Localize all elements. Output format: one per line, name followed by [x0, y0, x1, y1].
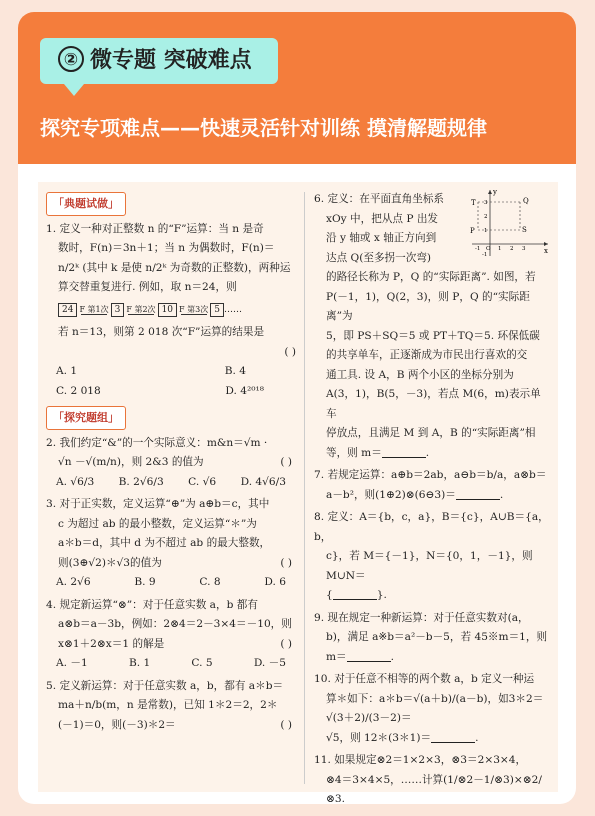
option-b[interactable]: B. 2√6/3 — [118, 475, 164, 488]
q10-line: 10. 对于任意不相等的两个数 a，b 定义一种运 — [314, 673, 535, 685]
graph-label-y: y — [493, 188, 497, 196]
question-3 — [46, 495, 296, 593]
option-d[interactable]: D. 4√6/3 — [240, 475, 286, 488]
answer-paren: ( ) — [280, 556, 292, 569]
question-2 — [46, 434, 296, 493]
q6-line: 6. 定义：在平面直角坐标系 — [314, 193, 445, 205]
q4-line: 4. 规定新运算“⊗”：对于任意实数 a，b 都有 — [46, 598, 258, 611]
q1-line: 若 n＝13，则第 2 018 次“F”运算的结果是 — [58, 326, 265, 338]
q7-line: 7. 若规定运算：a⊕b＝2ab，a⊖b＝b/a，a⊗b＝ — [314, 469, 547, 481]
answer-blank[interactable] — [382, 445, 426, 458]
q2-line: 2. 我们约定“&”的一个实际意义：m&n＝√m · — [46, 436, 268, 449]
graph-tick-x: 1 — [498, 246, 502, 252]
option-a[interactable]: A. 2√6 — [56, 576, 91, 588]
q10-line: √5，则 12＊(3＊1)＝ . — [326, 731, 479, 744]
q11-line: 11. 如果规定⊗2＝1×2×3，⊗3＝2×3×4， — [314, 754, 527, 766]
page-card — [18, 12, 576, 804]
q1-options — [46, 362, 296, 382]
graph-tick-x: 2 — [510, 246, 514, 252]
graph-label-p: P — [470, 227, 475, 235]
option-a[interactable]: A. 1 — [56, 365, 78, 377]
q1-line: 1. 定义一种对正整数 n 的“F”运算：当 n 是奇 — [46, 222, 264, 235]
q2-options — [46, 473, 296, 493]
question-9 — [314, 609, 550, 668]
option-d[interactable]: D. －5 — [253, 657, 286, 669]
graph-tick-x: 3 — [522, 246, 526, 252]
answer-blank[interactable] — [431, 730, 475, 743]
q9-line: m＝ . — [326, 650, 395, 663]
q4-line: x⊗1＋2⊗x＝1 的解是 ( ) — [46, 635, 296, 655]
graph-label-t: T — [471, 199, 476, 207]
q1-options — [46, 382, 296, 402]
option-a[interactable]: A. √6/3 — [56, 475, 95, 488]
option-b[interactable]: B. 1 — [128, 657, 151, 669]
q3-line: a＊b＝d，其中 d 为不超过 ab 的最大整数， — [58, 537, 271, 549]
q7-line: a－b²，则(1⊕2)⊗(6⊖3)＝ . — [326, 488, 504, 501]
badge-pointer — [64, 84, 84, 96]
q1-line: n/2ᵏ (其中 k 是使 n/2ᵏ 为奇数的正整数)，两种运 — [58, 261, 291, 274]
question-11 — [314, 751, 550, 804]
q6-line: P(－1，1)，Q(2，3)，则 P，Q 的“实际距离”为 — [326, 290, 530, 322]
option-d[interactable]: D. 4²⁰¹⁸ — [225, 384, 264, 397]
option-b[interactable]: B. 9 — [134, 576, 156, 588]
q8-line: { }. — [326, 589, 387, 601]
q3-line: 3. 对于正实数，定义运算“⊕”为 a⊕b＝c，其中 — [46, 498, 270, 510]
coordinate-graph — [468, 188, 550, 258]
flow-box: 5 — [210, 303, 224, 317]
q6-line: 的共享单车，正逐渐成为市民出行喜欢的交 — [326, 349, 528, 361]
answer-paren: ( ) — [284, 345, 296, 358]
graph-tick-y: -1 — [482, 252, 488, 258]
graph-tick-y: 2 — [484, 214, 488, 220]
q2-line: √n －√(m/n)，则 2&3 的值为 ( ) — [46, 453, 296, 473]
answer-blank[interactable] — [456, 487, 500, 500]
q3-line: 则(3⊕√2)＊√3的值为 ( ) — [46, 554, 296, 574]
q6-line: 通工具. 设 A，B 两个小区的坐标分别为 — [326, 368, 514, 381]
answer-paren: ( ) — [280, 718, 292, 731]
answer-blank[interactable] — [347, 649, 391, 662]
q8-line: 8. 定义：A＝{b，c，a}，B＝{c}，A∪B＝{a，b， — [314, 511, 549, 543]
question-8 — [314, 508, 550, 606]
q6-line: 5，即 PS＋SQ＝5 或 PT＋TQ＝5. 环保低碳 — [326, 329, 540, 342]
flow-box: 24 — [58, 303, 77, 317]
badge-title: 微专题 突破难点 — [90, 48, 252, 73]
graph-tick-y: 3 — [484, 200, 488, 206]
q4-line: a⊗b＝a－3b，例如：2⊗4＝2－3×4＝－10，则 — [58, 618, 292, 630]
flow-box: 10 — [158, 303, 177, 317]
flow-arrow: F 第1次 — [79, 305, 109, 315]
q5-line: ma＋n/b(m，n 是常数)，已知 1＊2＝2，2＊ — [58, 699, 278, 711]
question-1 — [46, 220, 296, 402]
option-c[interactable]: C. √6 — [188, 475, 217, 488]
q3-line: c 为超过 ab 的最小整数，定义运算“＊”为 — [58, 517, 257, 530]
option-c[interactable]: C. 5 — [191, 657, 213, 669]
q5-line: (－1)＝0，则(－3)＊2＝ ( ) — [46, 716, 296, 736]
flow-arrow: F 第3次 — [179, 305, 209, 315]
flow-arrow: F 第2次 — [126, 305, 156, 315]
q1-line: 数时，F(n)＝3n＋1；当 n 为偶数时，F(n)＝ — [58, 242, 275, 254]
q5-line: 5. 定义新运算：对于任意实数 a，b，都有 a＊b＝ — [46, 679, 284, 692]
q6-line: A(3，1)，B(5，－3)，若点 M(6，m)表示单车 — [326, 388, 541, 420]
question-5 — [46, 677, 296, 736]
q1-line: 算交替重复进行. 例如，取 n＝24，则 — [58, 281, 237, 293]
column-divider — [304, 192, 305, 784]
option-c[interactable]: C. 8 — [199, 576, 221, 588]
question-7 — [314, 466, 550, 505]
q6-line: 的路径长称为 P，Q 的“实际距离”. 如图，若 — [326, 271, 536, 283]
q6-line: xOy 中，把从点 P 出发 — [326, 212, 439, 225]
option-d[interactable]: D. 6 — [264, 576, 286, 588]
left-column — [46, 190, 296, 738]
badge-number: ② — [58, 46, 84, 72]
graph-tick-x: -1 — [475, 246, 481, 252]
option-b[interactable]: B. 4 — [224, 365, 246, 377]
section-tag-typical: 「典题试做」 — [46, 192, 126, 216]
flow-ellipsis: …… — [223, 304, 242, 315]
option-c[interactable]: C. 2 018 — [56, 384, 101, 397]
q11-line: ⊗4＝3×4×5，……计算(1/⊗2－1/⊗3)×⊗2/⊗3. — [326, 773, 542, 804]
question-4 — [46, 596, 296, 674]
answer-paren: ( ) — [280, 456, 292, 468]
q3-options — [46, 573, 296, 593]
graph-label-x: x — [544, 247, 548, 255]
q10-line: 算＊如下：a＊b＝√(a＋b)/(a－b)，如3＊2＝√(3＋2)/(3－2)＝ — [326, 692, 544, 724]
q4-options — [46, 654, 296, 674]
answer-blank[interactable] — [333, 587, 377, 600]
section-tag-explore: 「探究题组」 — [46, 406, 126, 430]
banner-subtitle: 探究专项难点——快速灵活针对训练 摸清解题规律 — [40, 116, 487, 140]
graph-tick-x: O — [486, 246, 491, 252]
q6-line: 等，则 m＝ . — [326, 446, 430, 459]
q1-flow-diagram — [46, 301, 296, 321]
question-6 — [314, 190, 550, 463]
graph-label-q: Q — [523, 197, 529, 205]
question-10 — [314, 670, 550, 748]
worksheet-content — [38, 182, 558, 804]
q9-line: 9. 现在规定一种新运算：对于任意实数对(a， — [314, 611, 529, 624]
q8-line: c}，若 M＝{－1}，N＝{0，1，－1}，则 M∪N＝ — [326, 550, 533, 582]
q6-line: 达点 Q(至多拐一次弯) — [326, 251, 432, 264]
graph-label-s: S — [522, 226, 527, 234]
flow-box: 3 — [111, 303, 125, 317]
answer-paren: ( ) — [280, 637, 292, 650]
option-a[interactable]: A. －1 — [56, 657, 88, 669]
q9-line: b)，满足 a※b＝a²－b－5，若 45※m＝1，则 — [326, 631, 548, 643]
header-banner — [18, 12, 576, 164]
q6-line: 沿 y 轴或 x 轴正方向到 — [326, 232, 437, 244]
q6-line: 停放点，且满足 M 到 A，B 的“实际距离”相 — [326, 427, 536, 439]
graph-tick-y: 1 — [484, 228, 488, 234]
section-badge — [40, 38, 278, 84]
right-column — [314, 190, 550, 804]
